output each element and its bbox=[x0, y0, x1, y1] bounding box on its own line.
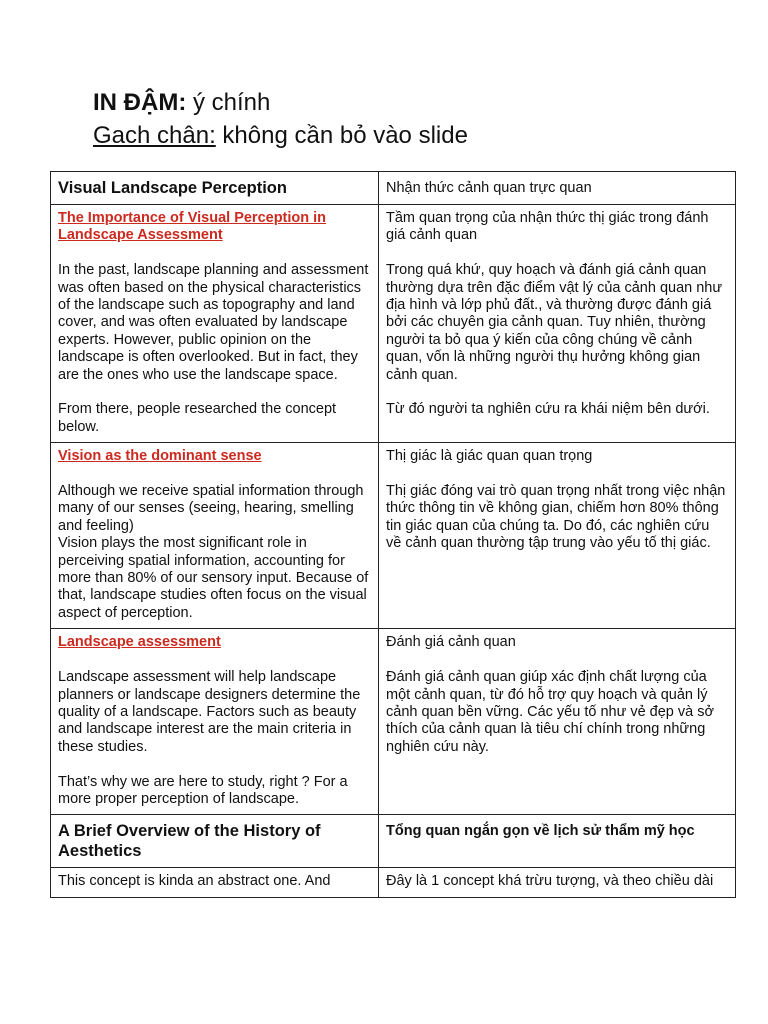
legend-bold-key: IN ĐẬM: bbox=[93, 89, 187, 116]
vi-cell bbox=[379, 205, 736, 443]
en-paragraph: This concept is kinda an abstract one. And bbox=[51, 868, 379, 897]
legend-underline-line bbox=[93, 119, 468, 152]
vi-paragraph: Trong quá khứ, quy hoạch và đánh giá cảnh quan thường dựa trên đặc điểm vật lý của cảnh quan như địa hình và lớp phủ đất., và thường được đánh giá bởi các chuyên gia cảnh quan. Tuy nhiên, thường người ta bỏ qua ý kiến của công chúng về cảnh quan, vốn là những người thụ hưởng không gian cảnh quan. bbox=[386, 262, 723, 383]
translation-table bbox=[50, 171, 736, 898]
table-row bbox=[51, 443, 736, 629]
vi-cell bbox=[379, 443, 736, 629]
table-row bbox=[51, 172, 736, 205]
vi-subtitle: Đánh giá cảnh quan bbox=[386, 634, 516, 651]
en-paragraph: In the past, landscape planning and assessment was often based on the physical characteristics of the landscape such as topography and land cover, and was often evaluated by landscape experts. However, public opinion on the landscape is often overlooked. But in fact, they are the ones who use the landscape space. bbox=[58, 262, 369, 383]
en-paragraph: Although we receive spatial information through many of our senses (seeing, hearing, smelling and feeling) bbox=[58, 483, 364, 534]
legend-bold-desc: ý chính bbox=[186, 89, 271, 116]
table-row bbox=[51, 205, 736, 443]
vi-paragraph: Thị giác đóng vai trò quan trọng nhất trong việc nhận thức thông tin về không gian, chiếm hơn 80% thông tin giác quan của chúng ta. Do đó, các nghiên cứu về cảnh quan thường tập trung vào yếu tố thị giác. bbox=[386, 483, 726, 552]
en-subtitle-link[interactable]: Landscape assessment bbox=[58, 634, 221, 651]
en-cell bbox=[51, 443, 379, 629]
vi-cell bbox=[379, 629, 736, 815]
en-cell bbox=[51, 629, 379, 815]
legend-underline-desc: không cần bỏ vào slide bbox=[215, 122, 468, 149]
vi-section-heading: Nhận thức cảnh quan trực quan bbox=[379, 172, 736, 205]
vi-paragraph: Đánh giá cảnh quan giúp xác định chất lượng của một cảnh quan, từ đó hỗ trợ quy hoạch và quản lý cảnh quan bền vững. Các yếu tố như vẻ đẹp và sở thích của cảnh quan là tiêu chí chính trong những nghiên cứu này. bbox=[386, 669, 714, 755]
vi-subtitle: Tầm quan trọng của nhận thức thị giác trong đánh giá cảnh quan bbox=[386, 210, 709, 244]
legend bbox=[93, 86, 468, 152]
en-paragraph: From there, people researched the concept below. bbox=[58, 401, 337, 435]
en-paragraph: Vision plays the most significant role in perceiving spatial information, accounting for more than 80% of our sensory input. Because of that, landscape studies often focus on the visual aspect of perception. bbox=[58, 535, 369, 621]
en-section-heading: A Brief Overview of the History of Aesthetics bbox=[51, 815, 379, 868]
legend-underline-key: Gach chân: bbox=[93, 122, 216, 149]
table-row bbox=[51, 815, 736, 868]
en-subtitle-link[interactable]: The Importance of Visual Perception in Landscape Assessment bbox=[58, 210, 327, 244]
vi-subtitle: Thị giác là giác quan quan trọng bbox=[386, 448, 593, 465]
en-section-heading: Visual Landscape Perception bbox=[51, 172, 379, 205]
vi-section-heading: Tổng quan ngắn gọn về lịch sử thẩm mỹ học bbox=[379, 815, 736, 868]
en-paragraph: Landscape assessment will help landscape planners or landscape designers determine the quality of a landscape. Factors such as beauty and landscape interest are the main criteria in these studies. bbox=[58, 669, 361, 755]
en-paragraph: That’s why we are here to study, right ? For a more proper perception of landscape. bbox=[58, 773, 348, 807]
table-row bbox=[51, 868, 736, 897]
vi-paragraph: Đây là 1 concept khá trừu tượng, và theo chiều dài bbox=[379, 868, 736, 897]
legend-bold-line bbox=[93, 86, 468, 119]
en-cell bbox=[51, 205, 379, 443]
en-subtitle-link[interactable]: Vision as the dominant sense bbox=[58, 448, 262, 465]
table-row bbox=[51, 629, 736, 815]
vi-paragraph: Từ đó người ta nghiên cứu ra khái niệm bên dưới. bbox=[386, 401, 710, 418]
